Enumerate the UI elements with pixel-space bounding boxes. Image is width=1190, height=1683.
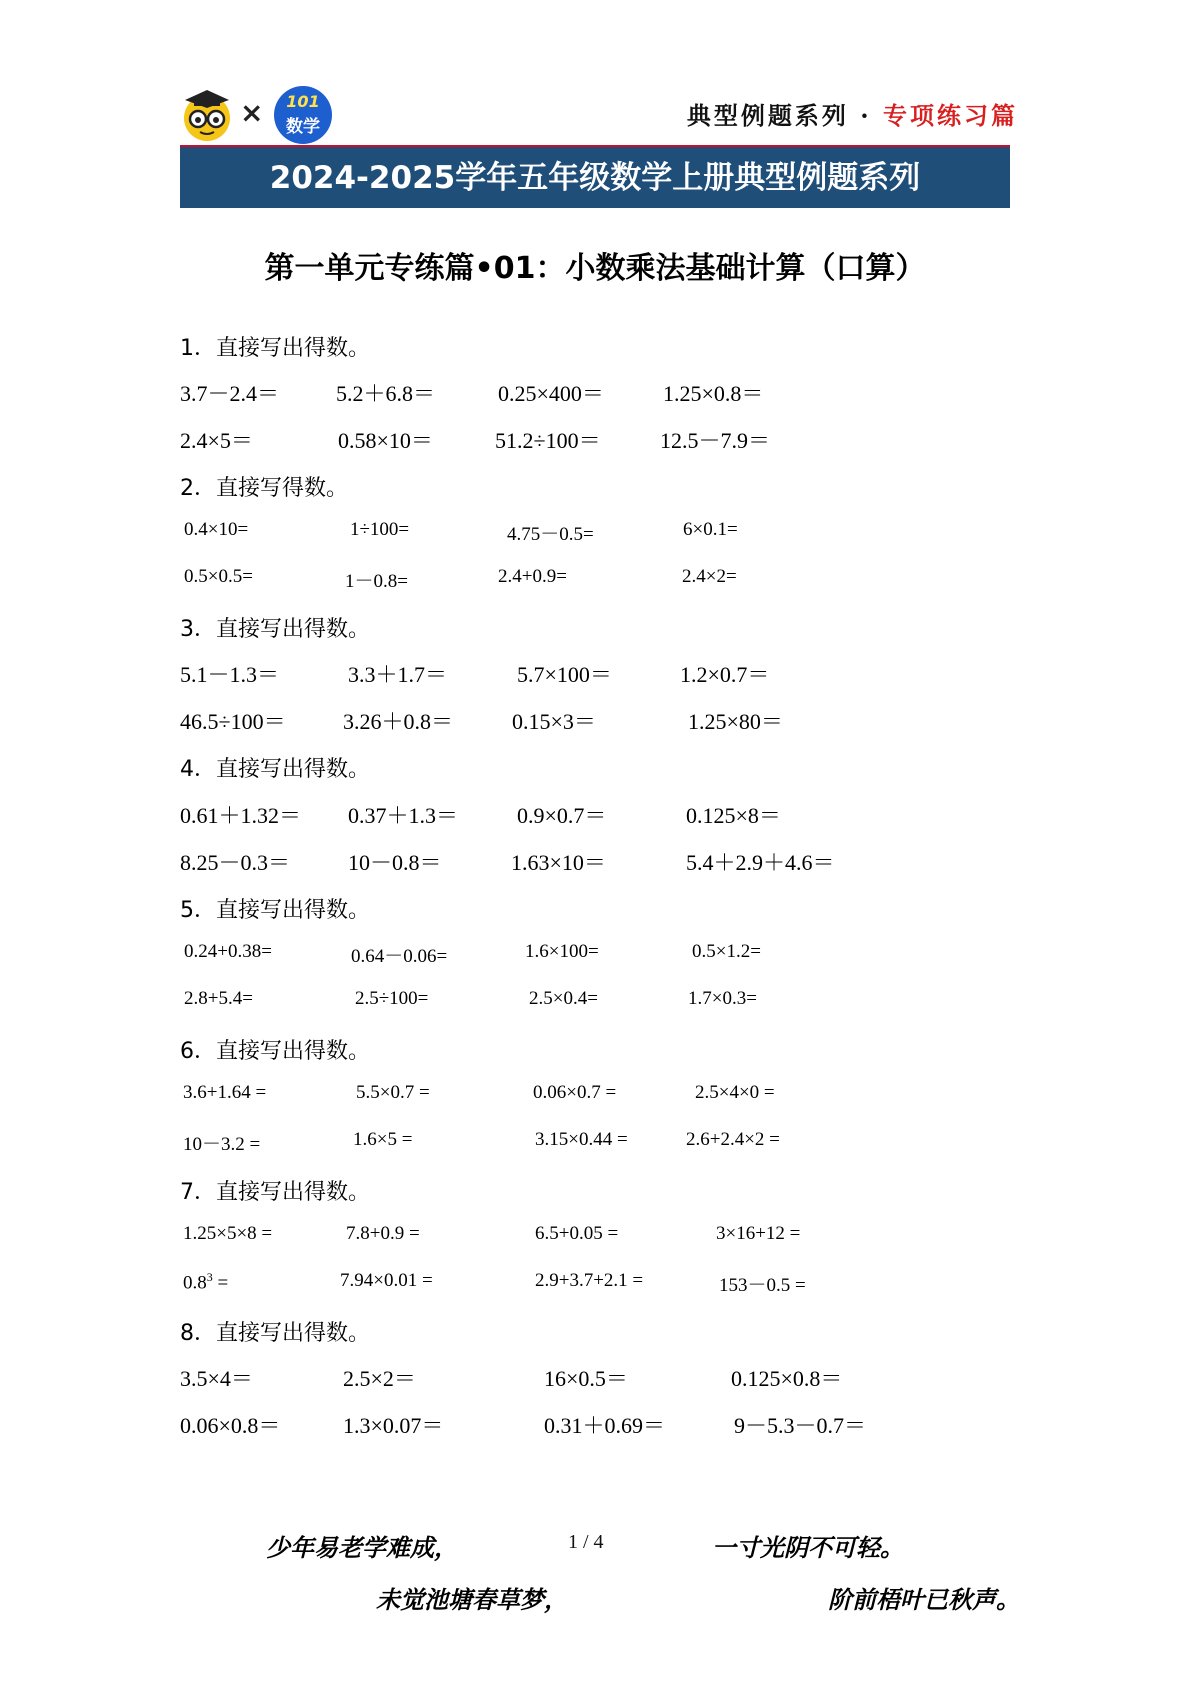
question-title: 8．直接写出得数。 bbox=[180, 1321, 370, 1346]
expression: 12.5－7.9＝ bbox=[660, 428, 771, 453]
expression: 2.5×2＝ bbox=[343, 1366, 416, 1391]
page-number: 1 / 4 bbox=[568, 1531, 604, 1553]
expression: 7.94×0.01 = bbox=[340, 1270, 433, 1291]
expression: 3.6+1.64 = bbox=[183, 1082, 267, 1103]
expression: 10－0.8＝ bbox=[348, 850, 442, 875]
expression: 2.5÷100= bbox=[355, 988, 429, 1009]
logo-number: 101 bbox=[286, 92, 320, 111]
expression: 5.2＋6.8＝ bbox=[336, 381, 436, 406]
expression: 1.3×0.07＝ bbox=[343, 1413, 444, 1438]
expression: 10－3.2 = bbox=[183, 1134, 261, 1155]
expression: 3.5×4＝ bbox=[180, 1366, 253, 1391]
expression: 0.61＋1.32＝ bbox=[180, 803, 302, 828]
expression: 1－0.8= bbox=[345, 571, 408, 592]
expression: 0.24+0.38= bbox=[184, 941, 272, 962]
question-title: 3．直接写出得数。 bbox=[180, 617, 370, 642]
math101-logo bbox=[274, 86, 332, 144]
header-logos bbox=[182, 86, 342, 146]
expression: 4.75－0.5= bbox=[507, 524, 594, 545]
expression: 51.2÷100＝ bbox=[495, 428, 601, 453]
expression-power bbox=[183, 1270, 228, 1294]
series-name: 典型例题系列 · bbox=[686, 101, 883, 130]
expression: 2.6+2.4×2 = bbox=[686, 1129, 780, 1150]
expression: 1.2×0.7＝ bbox=[680, 662, 770, 687]
poem-line: 少年易老学难成， bbox=[266, 1533, 458, 1562]
series-type: 专项练习篇 bbox=[883, 101, 1018, 130]
expression: 153－0.5 = bbox=[719, 1275, 806, 1296]
expression: 5.1－1.3＝ bbox=[180, 662, 280, 687]
expression: 1.7×0.3= bbox=[688, 988, 757, 1009]
question-title: 5．直接写出得数。 bbox=[180, 898, 370, 923]
title-banner: 2024-2025学年五年级数学上册典型例题系列 bbox=[180, 145, 1010, 208]
expression: 2.9+3.7+2.1 = bbox=[535, 1270, 644, 1291]
expression: 1.25×80＝ bbox=[688, 709, 783, 734]
expression: 0.15×3＝ bbox=[512, 709, 596, 734]
expression: 3.26＋0.8＝ bbox=[343, 709, 454, 734]
question-title: 6．直接写出得数。 bbox=[180, 1039, 370, 1064]
poem-line: 未觉池塘春草梦， bbox=[376, 1585, 568, 1614]
series-label bbox=[687, 96, 1018, 131]
times-symbol: × bbox=[240, 96, 264, 129]
expression: 0.58×10＝ bbox=[338, 428, 433, 453]
expression: 0.5×1.2= bbox=[692, 941, 761, 962]
expression: 8.25－0.3＝ bbox=[180, 850, 291, 875]
poem-line: 一寸光阴不可轻。 bbox=[712, 1533, 904, 1562]
expression: 2.4+0.9= bbox=[498, 566, 567, 587]
question-title: 7．直接写出得数。 bbox=[180, 1180, 370, 1205]
expression: 0.9×0.7＝ bbox=[517, 803, 607, 828]
expression: 0.31＋0.69＝ bbox=[544, 1413, 666, 1438]
expression: 0.125×0.8＝ bbox=[731, 1366, 843, 1391]
expression: 0.06×0.8＝ bbox=[180, 1413, 281, 1438]
power-exponent: 3 bbox=[206, 1270, 213, 1284]
question-title: 1．直接写出得数。 bbox=[180, 336, 370, 361]
poem-line: 阶前梧叶已秋声。 bbox=[828, 1585, 1020, 1614]
expression: 46.5÷100＝ bbox=[180, 709, 286, 734]
expression: 3.7－2.4＝ bbox=[180, 381, 280, 406]
expression: 0.06×0.7 = bbox=[533, 1082, 617, 1103]
power-equals: = bbox=[212, 1272, 229, 1294]
expression: 7.8+0.9 = bbox=[346, 1223, 420, 1244]
expression: 16×0.5＝ bbox=[544, 1366, 628, 1391]
expression: 5.5×0.7 = bbox=[356, 1082, 430, 1103]
expression: 2.5×4×0 = bbox=[695, 1082, 775, 1103]
expression: 0.25×400＝ bbox=[498, 381, 604, 406]
expression: 2.4×2= bbox=[682, 566, 737, 587]
expression: 0.64－0.06= bbox=[351, 946, 448, 967]
logo-text: 数学 bbox=[286, 117, 320, 137]
expression: 0.5×0.5= bbox=[184, 566, 253, 587]
expression: 9－5.3－0.7＝ bbox=[734, 1413, 867, 1438]
expression: 2.4×5＝ bbox=[180, 428, 253, 453]
expression: 5.7×100＝ bbox=[517, 662, 612, 687]
expression: 2.5×0.4= bbox=[529, 988, 598, 1009]
expression: 0.125×8＝ bbox=[686, 803, 781, 828]
expression: 1.63×10＝ bbox=[511, 850, 606, 875]
expression: 1.6×100= bbox=[525, 941, 599, 962]
expression: 3×16+12 = bbox=[716, 1223, 801, 1244]
page-subtitle: 第一单元专练篇•01：小数乘法基础计算（口算） bbox=[264, 251, 926, 286]
expression: 2.8+5.4= bbox=[184, 988, 253, 1009]
expression: 0.4×10= bbox=[184, 519, 249, 540]
expression: 6.5+0.05 = bbox=[535, 1223, 619, 1244]
expression: 1.6×5 = bbox=[353, 1129, 413, 1150]
question-title: 2．直接写得数。 bbox=[180, 476, 348, 501]
expression: 1÷100= bbox=[350, 519, 410, 540]
expression: 3.15×0.44 = bbox=[535, 1129, 628, 1150]
owl-logo-icon bbox=[182, 86, 232, 142]
expression: 1.25×5×8 = bbox=[183, 1223, 273, 1244]
expression: 0.37＋1.3＝ bbox=[348, 803, 459, 828]
power-base: 0.8 bbox=[183, 1272, 207, 1294]
expression: 1.25×0.8＝ bbox=[663, 381, 764, 406]
expression: 3.3＋1.7＝ bbox=[348, 662, 448, 687]
expression: 5.4＋2.9＋4.6＝ bbox=[686, 850, 835, 875]
expression: 6×0.1= bbox=[683, 519, 738, 540]
question-title: 4．直接写出得数。 bbox=[180, 757, 370, 782]
